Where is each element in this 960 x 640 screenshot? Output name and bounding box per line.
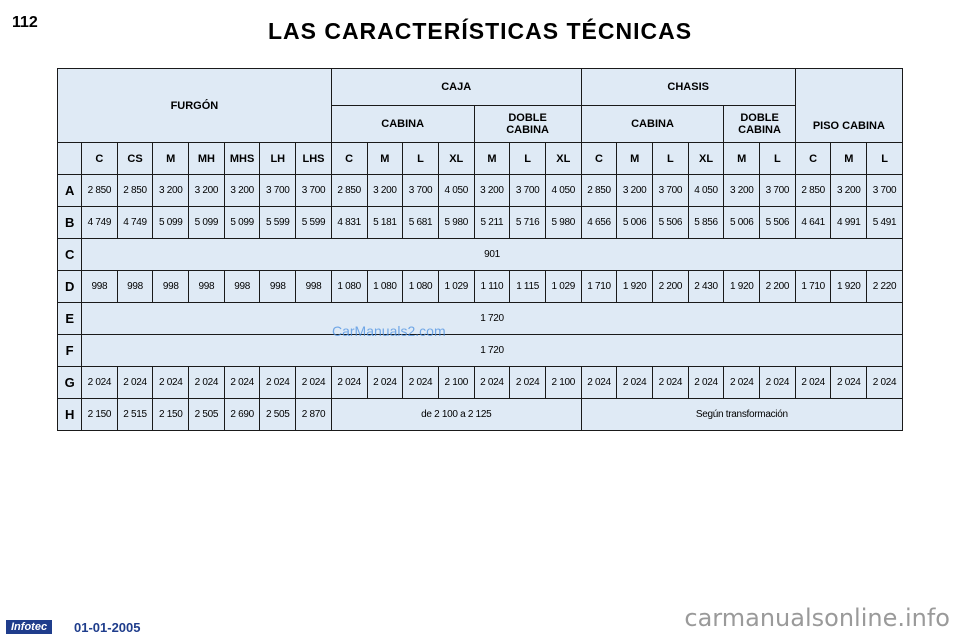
table-cell: 5 099 — [153, 207, 189, 239]
table-cell: 3 200 — [617, 175, 653, 207]
corner-cell — [58, 143, 82, 175]
table-cell: 5 599 — [260, 207, 296, 239]
header-chasis-doble-cabina: DOBLE CABINA — [724, 106, 795, 143]
table-cell: 2 024 — [581, 367, 617, 399]
table-cell: 5 681 — [403, 207, 439, 239]
table-cell: 4 749 — [82, 207, 118, 239]
column-header: L — [867, 143, 903, 175]
table-cell-merged: Según transformación — [581, 399, 902, 431]
table-cell: 2 024 — [296, 367, 332, 399]
column-header: LH — [260, 143, 296, 175]
header-chasis-cabina: CABINA — [581, 106, 724, 143]
table-cell: 2 024 — [831, 367, 867, 399]
specifications-table — [57, 68, 903, 431]
table-cell: 4 050 — [545, 175, 581, 207]
table-cell: 2 220 — [867, 271, 903, 303]
table-cell: 2 200 — [653, 271, 689, 303]
table-cell: 3 200 — [153, 175, 189, 207]
table-cell: 5 856 — [688, 207, 724, 239]
table-row — [58, 271, 903, 303]
column-header: L — [510, 143, 546, 175]
table-cell: 2 024 — [403, 367, 439, 399]
table-cell: 1 080 — [331, 271, 367, 303]
footer-logo: Infotec — [6, 620, 52, 634]
table-cell: 2 024 — [474, 367, 510, 399]
table-cell: 2 024 — [189, 367, 225, 399]
table-cell: 5 099 — [224, 207, 260, 239]
table-cell: 2 430 — [688, 271, 724, 303]
table-cell: 4 641 — [795, 207, 831, 239]
row-label: G — [58, 367, 82, 399]
table-cell: 2 200 — [760, 271, 796, 303]
table-cell: 5 506 — [760, 207, 796, 239]
table-cell: 5 099 — [189, 207, 225, 239]
table-cell: 4 656 — [581, 207, 617, 239]
column-header: M — [617, 143, 653, 175]
row-label: C — [58, 239, 82, 271]
table-row — [58, 303, 903, 335]
table-cell: 3 700 — [403, 175, 439, 207]
table-cell: 2 100 — [438, 367, 474, 399]
table-cell: 2 024 — [653, 367, 689, 399]
column-header: MHS — [224, 143, 260, 175]
table-cell: 2 024 — [82, 367, 118, 399]
table-cell-merged: 1 720 — [82, 335, 903, 367]
table-cell: 1 920 — [617, 271, 653, 303]
footer-site: carmanualsonline.info — [684, 604, 950, 632]
table-cell: 1 920 — [831, 271, 867, 303]
row-label: B — [58, 207, 82, 239]
column-header: C — [331, 143, 367, 175]
table-cell: 998 — [82, 271, 118, 303]
table-cell: 1 710 — [581, 271, 617, 303]
table-cell: 2 150 — [82, 399, 118, 431]
table-cell: 2 024 — [331, 367, 367, 399]
row-label: F — [58, 335, 82, 367]
table-cell: 2 024 — [617, 367, 653, 399]
header-chasis: CHASIS — [581, 69, 795, 106]
table-cell: 998 — [260, 271, 296, 303]
row-label: E — [58, 303, 82, 335]
table-cell: 2 024 — [260, 367, 296, 399]
table-row — [58, 239, 903, 271]
table-row — [58, 175, 903, 207]
table-cell: 1 710 — [795, 271, 831, 303]
column-header: M — [724, 143, 760, 175]
table-cell: 2 024 — [117, 367, 153, 399]
table-row — [58, 367, 903, 399]
page-number: 112 — [12, 14, 38, 31]
table-cell: 5 491 — [867, 207, 903, 239]
table-cell: 3 700 — [867, 175, 903, 207]
table-cell: 2 024 — [688, 367, 724, 399]
table-cell: 1 115 — [510, 271, 546, 303]
column-header: C — [795, 143, 831, 175]
table-cell: 3 200 — [224, 175, 260, 207]
table-cell: 2 024 — [795, 367, 831, 399]
table-cell: 4 050 — [438, 175, 474, 207]
table-cell: 1 029 — [438, 271, 474, 303]
table-cell: 1 920 — [724, 271, 760, 303]
header-caja: CAJA — [331, 69, 581, 106]
table-cell: 4 050 — [688, 175, 724, 207]
column-header: MH — [189, 143, 225, 175]
table-row — [58, 399, 903, 431]
table-cell: 2 150 — [153, 399, 189, 431]
table-cell: 2 850 — [795, 175, 831, 207]
header-caja-doble-cabina: DOBLE CABINA — [474, 106, 581, 143]
table-cell: 5 599 — [296, 207, 332, 239]
table-cell: 1 110 — [474, 271, 510, 303]
table-cell: 3 200 — [474, 175, 510, 207]
table-cell: 4 991 — [831, 207, 867, 239]
table-cell-merged: 1 720 — [82, 303, 903, 335]
column-header: M — [474, 143, 510, 175]
table-cell: 998 — [153, 271, 189, 303]
column-header: L — [653, 143, 689, 175]
table-cell: 5 980 — [438, 207, 474, 239]
table-cell: 4 831 — [331, 207, 367, 239]
table-cell-merged: 901 — [82, 239, 903, 271]
table-cell: 5 006 — [617, 207, 653, 239]
table-cell-merged: de 2 100 a 2 125 — [331, 399, 581, 431]
column-header: LHS — [296, 143, 332, 175]
column-header: C — [82, 143, 118, 175]
column-header: M — [831, 143, 867, 175]
table-cell: 1 080 — [403, 271, 439, 303]
table-cell: 2 024 — [367, 367, 403, 399]
row-label: A — [58, 175, 82, 207]
header-caja-cabina: CABINA — [331, 106, 474, 143]
table-cell: 998 — [224, 271, 260, 303]
table-cell: 1 029 — [545, 271, 581, 303]
header-piso-cabina: PISO CABINA — [795, 69, 902, 143]
table-cell: 5 006 — [724, 207, 760, 239]
table-cell: 2 850 — [82, 175, 118, 207]
watermark: CarManuals2.com — [332, 323, 446, 339]
column-header: M — [153, 143, 189, 175]
table-cell: 3 200 — [831, 175, 867, 207]
table-cell: 1 080 — [367, 271, 403, 303]
table-cell: 2 024 — [510, 367, 546, 399]
table-cell: 998 — [296, 271, 332, 303]
table-cell: 3 200 — [367, 175, 403, 207]
table-row — [58, 207, 903, 239]
table-cell: 2 850 — [331, 175, 367, 207]
column-header: XL — [545, 143, 581, 175]
column-header: C — [581, 143, 617, 175]
table-cell: 3 700 — [760, 175, 796, 207]
column-header: L — [403, 143, 439, 175]
table-cell: 998 — [189, 271, 225, 303]
table-cell: 2 870 — [296, 399, 332, 431]
table-cell: 2 024 — [724, 367, 760, 399]
table-cell: 5 716 — [510, 207, 546, 239]
header-furgon: FURGÓN — [58, 69, 332, 143]
table-cell: 2 024 — [153, 367, 189, 399]
table-cell: 998 — [117, 271, 153, 303]
table-cell: 2 505 — [260, 399, 296, 431]
column-header: M — [367, 143, 403, 175]
table-cell: 2 515 — [117, 399, 153, 431]
column-header: L — [760, 143, 796, 175]
table-cell: 5 181 — [367, 207, 403, 239]
table-cell: 2 690 — [224, 399, 260, 431]
table-cell: 2 024 — [760, 367, 796, 399]
table-cell: 3 700 — [296, 175, 332, 207]
page-title: LAS CARACTERÍSTICAS TÉCNICAS — [267, 18, 693, 44]
footer-date: 01-01-2005 — [74, 620, 141, 635]
table-cell: 2 850 — [581, 175, 617, 207]
table-cell: 3 700 — [653, 175, 689, 207]
column-header: XL — [688, 143, 724, 175]
table-cell: 2 024 — [224, 367, 260, 399]
table-cell: 3 200 — [189, 175, 225, 207]
table-cell: 5 211 — [474, 207, 510, 239]
table-cell: 5 980 — [545, 207, 581, 239]
table-cell: 3 700 — [260, 175, 296, 207]
row-label: D — [58, 271, 82, 303]
row-label: H — [58, 399, 82, 431]
table-cell: 2 100 — [545, 367, 581, 399]
table-cell: 2 850 — [117, 175, 153, 207]
table-cell: 2 505 — [189, 399, 225, 431]
column-header: CS — [117, 143, 153, 175]
table-row — [58, 335, 903, 367]
table-cell: 3 700 — [510, 175, 546, 207]
table-cell: 3 200 — [724, 175, 760, 207]
table-cell: 2 024 — [867, 367, 903, 399]
table-cell: 4 749 — [117, 207, 153, 239]
column-header: XL — [438, 143, 474, 175]
table-cell: 5 506 — [653, 207, 689, 239]
